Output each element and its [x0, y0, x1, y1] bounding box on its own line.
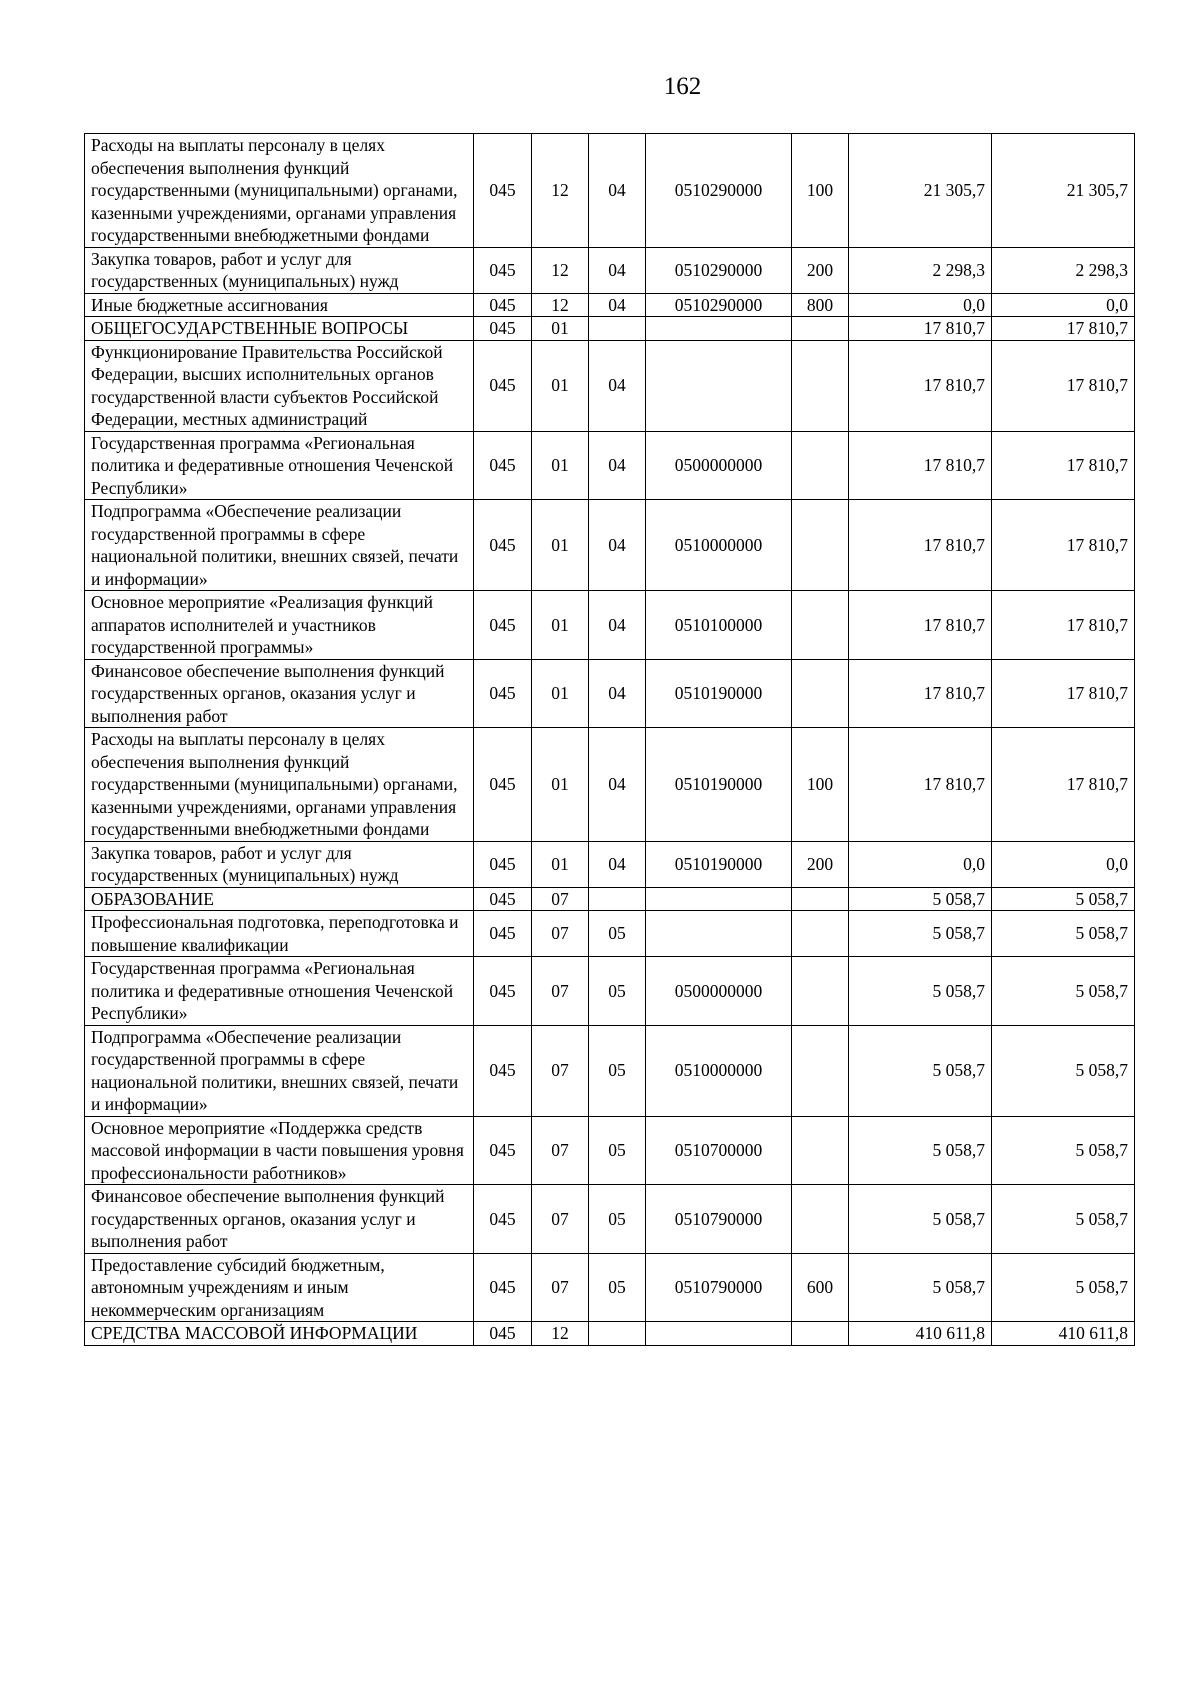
sum-year2-cell: 5 058,7 — [992, 1025, 1135, 1116]
sum-year2-cell: 17 810,7 — [992, 591, 1135, 660]
sum-year2-cell: 5 058,7 — [992, 1116, 1135, 1185]
pr-cell: 04 — [589, 293, 646, 317]
csr-cell: 0510790000 — [646, 1253, 792, 1322]
sum-year2-cell: 17 810,7 — [992, 317, 1135, 341]
row-name: Государственная программа «Региональная политика и федеративные отношения Чеченской Республики» — [85, 957, 474, 1026]
sum-year1-cell: 17 810,7 — [849, 431, 992, 500]
ved-cell: 045 — [474, 1253, 532, 1322]
csr-cell: 0510290000 — [646, 134, 792, 248]
sum-year2-cell: 5 058,7 — [992, 957, 1135, 1026]
vr-cell: 100 — [792, 728, 849, 842]
table-row — [85, 340, 1135, 431]
csr-cell: 0500000000 — [646, 431, 792, 500]
rz-cell: 12 — [532, 134, 589, 248]
sum-year2-cell: 17 810,7 — [992, 728, 1135, 842]
ved-cell: 045 — [474, 659, 532, 728]
csr-cell — [646, 1322, 792, 1346]
vr-cell: 100 — [792, 134, 849, 248]
rz-cell: 12 — [532, 293, 589, 317]
pr-cell: 04 — [589, 431, 646, 500]
table-row — [85, 887, 1135, 911]
sum-year2-cell: 17 810,7 — [992, 431, 1135, 500]
pr-cell — [589, 317, 646, 341]
ved-cell: 045 — [474, 317, 532, 341]
ved-cell: 045 — [474, 1322, 532, 1346]
vr-cell — [792, 317, 849, 341]
pr-cell: 05 — [589, 1253, 646, 1322]
table-row — [85, 293, 1135, 317]
csr-cell: 0510100000 — [646, 591, 792, 660]
table-row — [85, 1253, 1135, 1322]
sum-year1-cell: 17 810,7 — [849, 728, 992, 842]
sum-year2-cell: 5 058,7 — [992, 1253, 1135, 1322]
vr-cell: 200 — [792, 247, 849, 293]
csr-cell: 0510790000 — [646, 1185, 792, 1254]
row-name: ОБЩЕГОСУДАРСТВЕННЫЕ ВОПРОСЫ — [85, 317, 474, 341]
pr-cell: 05 — [589, 957, 646, 1026]
pr-cell: 04 — [589, 340, 646, 431]
vr-cell — [792, 1322, 849, 1346]
table-row — [85, 728, 1135, 842]
csr-cell: 0510290000 — [646, 293, 792, 317]
pr-cell: 04 — [589, 500, 646, 591]
sum-year1-cell: 0,0 — [849, 293, 992, 317]
vr-cell — [792, 659, 849, 728]
budget-table — [84, 133, 1135, 1346]
csr-cell: 0510190000 — [646, 728, 792, 842]
sum-year1-cell: 5 058,7 — [849, 1185, 992, 1254]
row-name: ОБРАЗОВАНИЕ — [85, 887, 474, 911]
rz-cell: 07 — [532, 887, 589, 911]
sum-year1-cell: 17 810,7 — [849, 591, 992, 660]
sum-year2-cell: 17 810,7 — [992, 500, 1135, 591]
page-number: 162 — [663, 73, 702, 100]
sum-year1-cell: 5 058,7 — [849, 1025, 992, 1116]
sum-year1-cell: 5 058,7 — [849, 911, 992, 957]
csr-cell — [646, 340, 792, 431]
rz-cell: 01 — [532, 728, 589, 842]
row-name: Функционирование Правительства Российской Федерации, высших исполнительных органов государственной власти субъектов Российской Федерации, местных администраций — [85, 340, 474, 431]
table-row — [85, 957, 1135, 1026]
pr-cell — [589, 1322, 646, 1346]
row-name: Государственная программа «Региональная политика и федеративные отношения Чеченской Республики» — [85, 431, 474, 500]
csr-cell — [646, 887, 792, 911]
pr-cell: 04 — [589, 591, 646, 660]
sum-year1-cell: 5 058,7 — [849, 1253, 992, 1322]
ved-cell: 045 — [474, 911, 532, 957]
rz-cell: 01 — [532, 500, 589, 591]
sum-year2-cell: 5 058,7 — [992, 911, 1135, 957]
pr-cell: 05 — [589, 1116, 646, 1185]
ved-cell: 045 — [474, 957, 532, 1026]
csr-cell: 0510190000 — [646, 841, 792, 887]
rz-cell: 07 — [532, 1185, 589, 1254]
ved-cell: 045 — [474, 841, 532, 887]
table-row — [85, 1116, 1135, 1185]
vr-cell — [792, 957, 849, 1026]
table-row — [85, 134, 1135, 248]
table-row — [85, 1025, 1135, 1116]
table-row — [85, 500, 1135, 591]
pr-cell: 05 — [589, 1025, 646, 1116]
table-row — [85, 841, 1135, 887]
ved-cell: 045 — [474, 247, 532, 293]
csr-cell: 0510000000 — [646, 500, 792, 591]
pr-cell: 04 — [589, 247, 646, 293]
row-name: Предоставление субсидий бюджетным, автономным учреждениям и иным некоммерческим организациям — [85, 1253, 474, 1322]
sum-year2-cell: 5 058,7 — [992, 1185, 1135, 1254]
sum-year1-cell: 5 058,7 — [849, 1116, 992, 1185]
row-name: Иные бюджетные ассигнования — [85, 293, 474, 317]
pr-cell: 04 — [589, 841, 646, 887]
table-row — [85, 1322, 1135, 1346]
sum-year2-cell: 21 305,7 — [992, 134, 1135, 248]
ved-cell: 045 — [474, 431, 532, 500]
table-row — [85, 247, 1135, 293]
ved-cell: 045 — [474, 500, 532, 591]
ved-cell: 045 — [474, 1116, 532, 1185]
vr-cell — [792, 1025, 849, 1116]
ved-cell: 045 — [474, 134, 532, 248]
row-name: Расходы на выплаты персоналу в целях обеспечения выполнения функций государственными (муниципальными) органами, казенными учреждениями, органами управления государственными внебюджетными фондами — [85, 134, 474, 248]
ved-cell: 045 — [474, 887, 532, 911]
sum-year2-cell: 2 298,3 — [992, 247, 1135, 293]
sum-year1-cell: 2 298,3 — [849, 247, 992, 293]
row-name: Основное мероприятие «Реализация функций аппаратов исполнителей и участников государственной программы» — [85, 591, 474, 660]
vr-cell — [792, 591, 849, 660]
sum-year1-cell: 17 810,7 — [849, 500, 992, 591]
row-name: Расходы на выплаты персоналу в целях обеспечения выполнения функций государственными (муниципальными) органами, казенными учреждениями, органами управления государственными внебюджетными фондами — [85, 728, 474, 842]
ved-cell: 045 — [474, 1185, 532, 1254]
sum-year1-cell: 17 810,7 — [849, 317, 992, 341]
row-name: Финансовое обеспечение выполнения функций государственных органов, оказания услуг и выполнения работ — [85, 1185, 474, 1254]
vr-cell — [792, 431, 849, 500]
rz-cell: 12 — [532, 247, 589, 293]
rz-cell: 01 — [532, 659, 589, 728]
rz-cell: 07 — [532, 957, 589, 1026]
sum-year1-cell: 17 810,7 — [849, 340, 992, 431]
sum-year2-cell: 410 611,8 — [992, 1322, 1135, 1346]
vr-cell — [792, 1185, 849, 1254]
ved-cell: 045 — [474, 591, 532, 660]
csr-cell: 0510290000 — [646, 247, 792, 293]
pr-cell: 05 — [589, 1185, 646, 1254]
table-row — [85, 317, 1135, 341]
vr-cell — [792, 911, 849, 957]
rz-cell: 12 — [532, 1322, 589, 1346]
row-name: Подпрограмма «Обеспечение реализации государственной программы в сфере национальной политики, внешних связей, печати и информации» — [85, 500, 474, 591]
csr-cell — [646, 317, 792, 341]
rz-cell: 07 — [532, 1253, 589, 1322]
rz-cell: 01 — [532, 317, 589, 341]
ved-cell: 045 — [474, 293, 532, 317]
rz-cell: 01 — [532, 591, 589, 660]
csr-cell: 0500000000 — [646, 957, 792, 1026]
sum-year1-cell: 5 058,7 — [849, 887, 992, 911]
csr-cell: 0510190000 — [646, 659, 792, 728]
rz-cell: 07 — [532, 1116, 589, 1185]
ved-cell: 045 — [474, 340, 532, 431]
vr-cell — [792, 340, 849, 431]
pr-cell: 04 — [589, 659, 646, 728]
table-row — [85, 591, 1135, 660]
sum-year1-cell: 21 305,7 — [849, 134, 992, 248]
table-row — [85, 431, 1135, 500]
sum-year1-cell: 0,0 — [849, 841, 992, 887]
pr-cell: 05 — [589, 911, 646, 957]
vr-cell: 200 — [792, 841, 849, 887]
table-row — [85, 911, 1135, 957]
row-name: Подпрограмма «Обеспечение реализации государственной программы в сфере национальной политики, внешних связей, печати и информации» — [85, 1025, 474, 1116]
sum-year1-cell: 17 810,7 — [849, 659, 992, 728]
sum-year2-cell: 0,0 — [992, 841, 1135, 887]
rz-cell: 01 — [532, 841, 589, 887]
rz-cell: 07 — [532, 911, 589, 957]
ved-cell: 045 — [474, 728, 532, 842]
table-row — [85, 659, 1135, 728]
vr-cell — [792, 1116, 849, 1185]
sum-year2-cell: 0,0 — [992, 293, 1135, 317]
vr-cell — [792, 887, 849, 911]
pr-cell: 04 — [589, 134, 646, 248]
rz-cell: 07 — [532, 1025, 589, 1116]
sum-year1-cell: 5 058,7 — [849, 957, 992, 1026]
row-name: Финансовое обеспечение выполнения функций государственных органов, оказания услуг и выполнения работ — [85, 659, 474, 728]
row-name: СРЕДСТВА МАССОВОЙ ИНФОРМАЦИИ — [85, 1322, 474, 1346]
rz-cell: 01 — [532, 431, 589, 500]
csr-cell: 0510000000 — [646, 1025, 792, 1116]
pr-cell — [589, 887, 646, 911]
sum-year2-cell: 17 810,7 — [992, 340, 1135, 431]
rz-cell: 01 — [532, 340, 589, 431]
row-name: Закупка товаров, работ и услуг для государственных (муниципальных) нужд — [85, 841, 474, 887]
row-name: Закупка товаров, работ и услуг для государственных (муниципальных) нужд — [85, 247, 474, 293]
ved-cell: 045 — [474, 1025, 532, 1116]
sum-year2-cell: 17 810,7 — [992, 659, 1135, 728]
pr-cell: 04 — [589, 728, 646, 842]
vr-cell: 800 — [792, 293, 849, 317]
sum-year1-cell: 410 611,8 — [849, 1322, 992, 1346]
vr-cell — [792, 500, 849, 591]
csr-cell: 0510700000 — [646, 1116, 792, 1185]
row-name: Основное мероприятие «Поддержка средств массовой информации в части повышения уровня профессиональности работников» — [85, 1116, 474, 1185]
sum-year2-cell: 5 058,7 — [992, 887, 1135, 911]
table-row — [85, 1185, 1135, 1254]
vr-cell: 600 — [792, 1253, 849, 1322]
csr-cell — [646, 911, 792, 957]
row-name: Профессиональная подготовка, переподготовка и повышение квалификации — [85, 911, 474, 957]
